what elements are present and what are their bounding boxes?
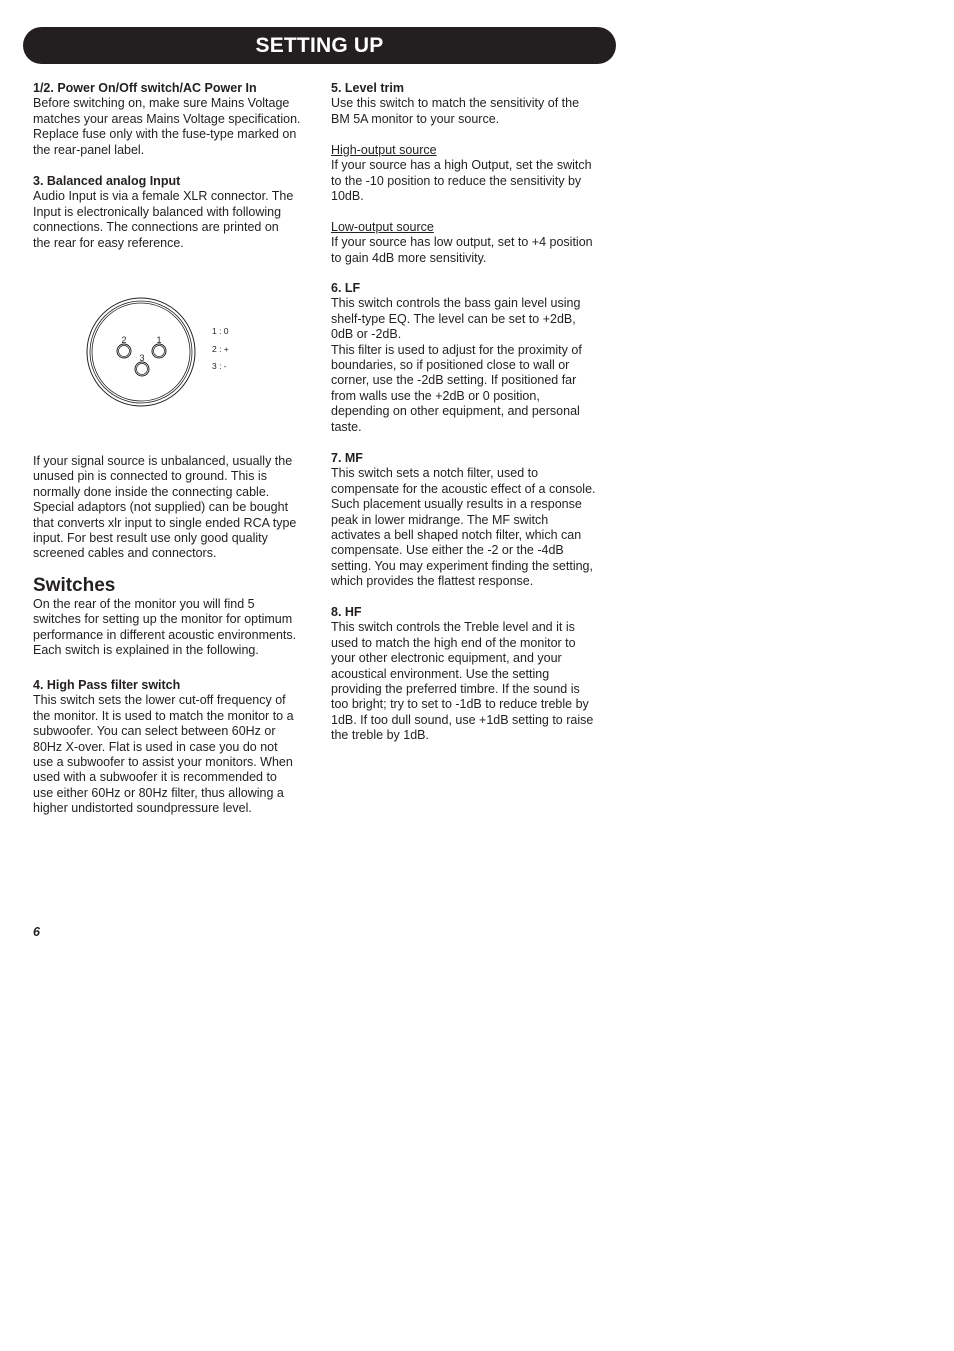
high-output-label: High-output source bbox=[331, 143, 437, 157]
low-output-body: If your source has low output, set to +4 position to gain 4dB more sensitivity. bbox=[331, 235, 593, 265]
xlr-pin-label-2: 2 bbox=[121, 335, 127, 345]
balanced-input-section bbox=[33, 174, 309, 251]
lf-heading: 6. LF bbox=[331, 281, 361, 295]
xlr-pin-2 bbox=[117, 344, 131, 358]
page-number: 6 bbox=[33, 925, 40, 939]
level-trim-section bbox=[331, 81, 609, 127]
power-body: Before switching on, make sure Mains Voltage matches your areas Mains Voltage specification. Replace fuse only with the fuse-type marked on the rear-panel label. bbox=[33, 96, 301, 157]
mf-heading: 7. MF bbox=[331, 451, 363, 465]
high-output-section bbox=[331, 143, 609, 205]
xlr-inner-ring bbox=[92, 303, 190, 401]
level-trim-body: Use this switch to match the sensitivity of the BM 5A monitor to your source. bbox=[331, 96, 580, 126]
xlr-legend-3: 3 : - bbox=[212, 361, 227, 371]
mf-section bbox=[331, 451, 609, 590]
xlr-pin-1 bbox=[152, 344, 166, 358]
mf-body: This switch sets a notch filter, used to compensate for the acoustic effect of a console. Such placement usually results in a response peak in lower midrange. The MF switch activates a bell shaped notch filter, which can compensate. Use either the -2 or the -4dB setting. You may experiment finding the setting, which provides the flattest response. bbox=[331, 466, 596, 589]
switches-body: On the rear of the monitor you will find 5 switches for setting up the monitor for optimum performance in different acoustic environments. Each switch is explained in the following. bbox=[33, 597, 297, 658]
xlr-pin-label-1: 1 bbox=[156, 335, 162, 345]
hf-body: This switch controls the Treble level and it is used to match the high end of the monitor to your other electronic equipment, and your acoustical environment. Use the setting providing the preferred timbre. If the sound is too bright; try to set to -1dB to reduce treble by 1dB. If too dull sound, use +1dB setting to raise the treble by 1dB. bbox=[331, 620, 594, 743]
xlr-legend-1: 1 : 0 bbox=[212, 326, 229, 336]
balanced-input-body: Audio Input is via a female XLR connector. The Input is electronically balanced with following connections. The connections are printed on the rear for easy reference. bbox=[33, 189, 294, 250]
lf-body: This switch controls the bass gain level using shelf-type EQ. The level can be set to +2dB, 0dB or -2dB. This filter is used to adjust for the proximity of boundaries, so if positioned close to wall or corner, use the -2dB setting. If positioned far from walls use the +2dB or 0 position, depending on other equipment, and personal taste. bbox=[331, 296, 582, 434]
page-title: SETTING UP bbox=[255, 34, 384, 57]
power-section bbox=[33, 81, 309, 158]
high-pass-section bbox=[33, 678, 309, 817]
high-pass-body: This switch sets the lower cut-off frequency of the monitor. It is used to match the monitor to a subwoofer. You can select between 60Hz or 80Hz X-over. Flat is used in case you do not use a subwoofer to assist your monitors. When used with a subwoofer it is recommended to use either 60Hz or 80Hz filter, thus allowing a higher undistorted soundpressure level. bbox=[33, 693, 294, 816]
xlr-pin-3 bbox=[135, 362, 149, 376]
unbalanced-body: If your signal source is unbalanced, usually the unused pin is connected to ground. This is normally done inside the connecting cable. Special adaptors (not supplied) can be bought that converts xlr input to single ended RCA type input. For best result use only good quality screened cables and connectors. bbox=[33, 454, 297, 561]
xlr-outer-ring bbox=[87, 298, 195, 406]
high-pass-heading: 4. High Pass filter switch bbox=[33, 678, 181, 692]
xlr-connector-diagram bbox=[86, 296, 246, 408]
switches-title: Switches bbox=[33, 575, 116, 596]
xlr-legend-2: 2 : + bbox=[212, 344, 229, 354]
xlr-pin-label-3: 3 bbox=[139, 353, 145, 363]
power-heading: 1/2. Power On/Off switch/AC Power In bbox=[33, 81, 257, 95]
xlr-middle-ring bbox=[90, 301, 192, 403]
lf-section bbox=[331, 281, 609, 435]
hf-heading: 8. HF bbox=[331, 605, 362, 619]
low-output-section bbox=[331, 220, 609, 266]
high-output-body: If your source has a high Output, set the switch to the -10 position to reduce the sensitivity by 10dB. bbox=[331, 158, 592, 204]
hf-section bbox=[331, 605, 609, 744]
unbalanced-section bbox=[33, 454, 309, 562]
balanced-input-heading: 3. Balanced analog Input bbox=[33, 174, 181, 188]
switches-section bbox=[33, 575, 309, 659]
low-output-label: Low-output source bbox=[331, 220, 434, 234]
section-header bbox=[23, 27, 616, 64]
level-trim-heading: 5. Level trim bbox=[331, 81, 404, 95]
